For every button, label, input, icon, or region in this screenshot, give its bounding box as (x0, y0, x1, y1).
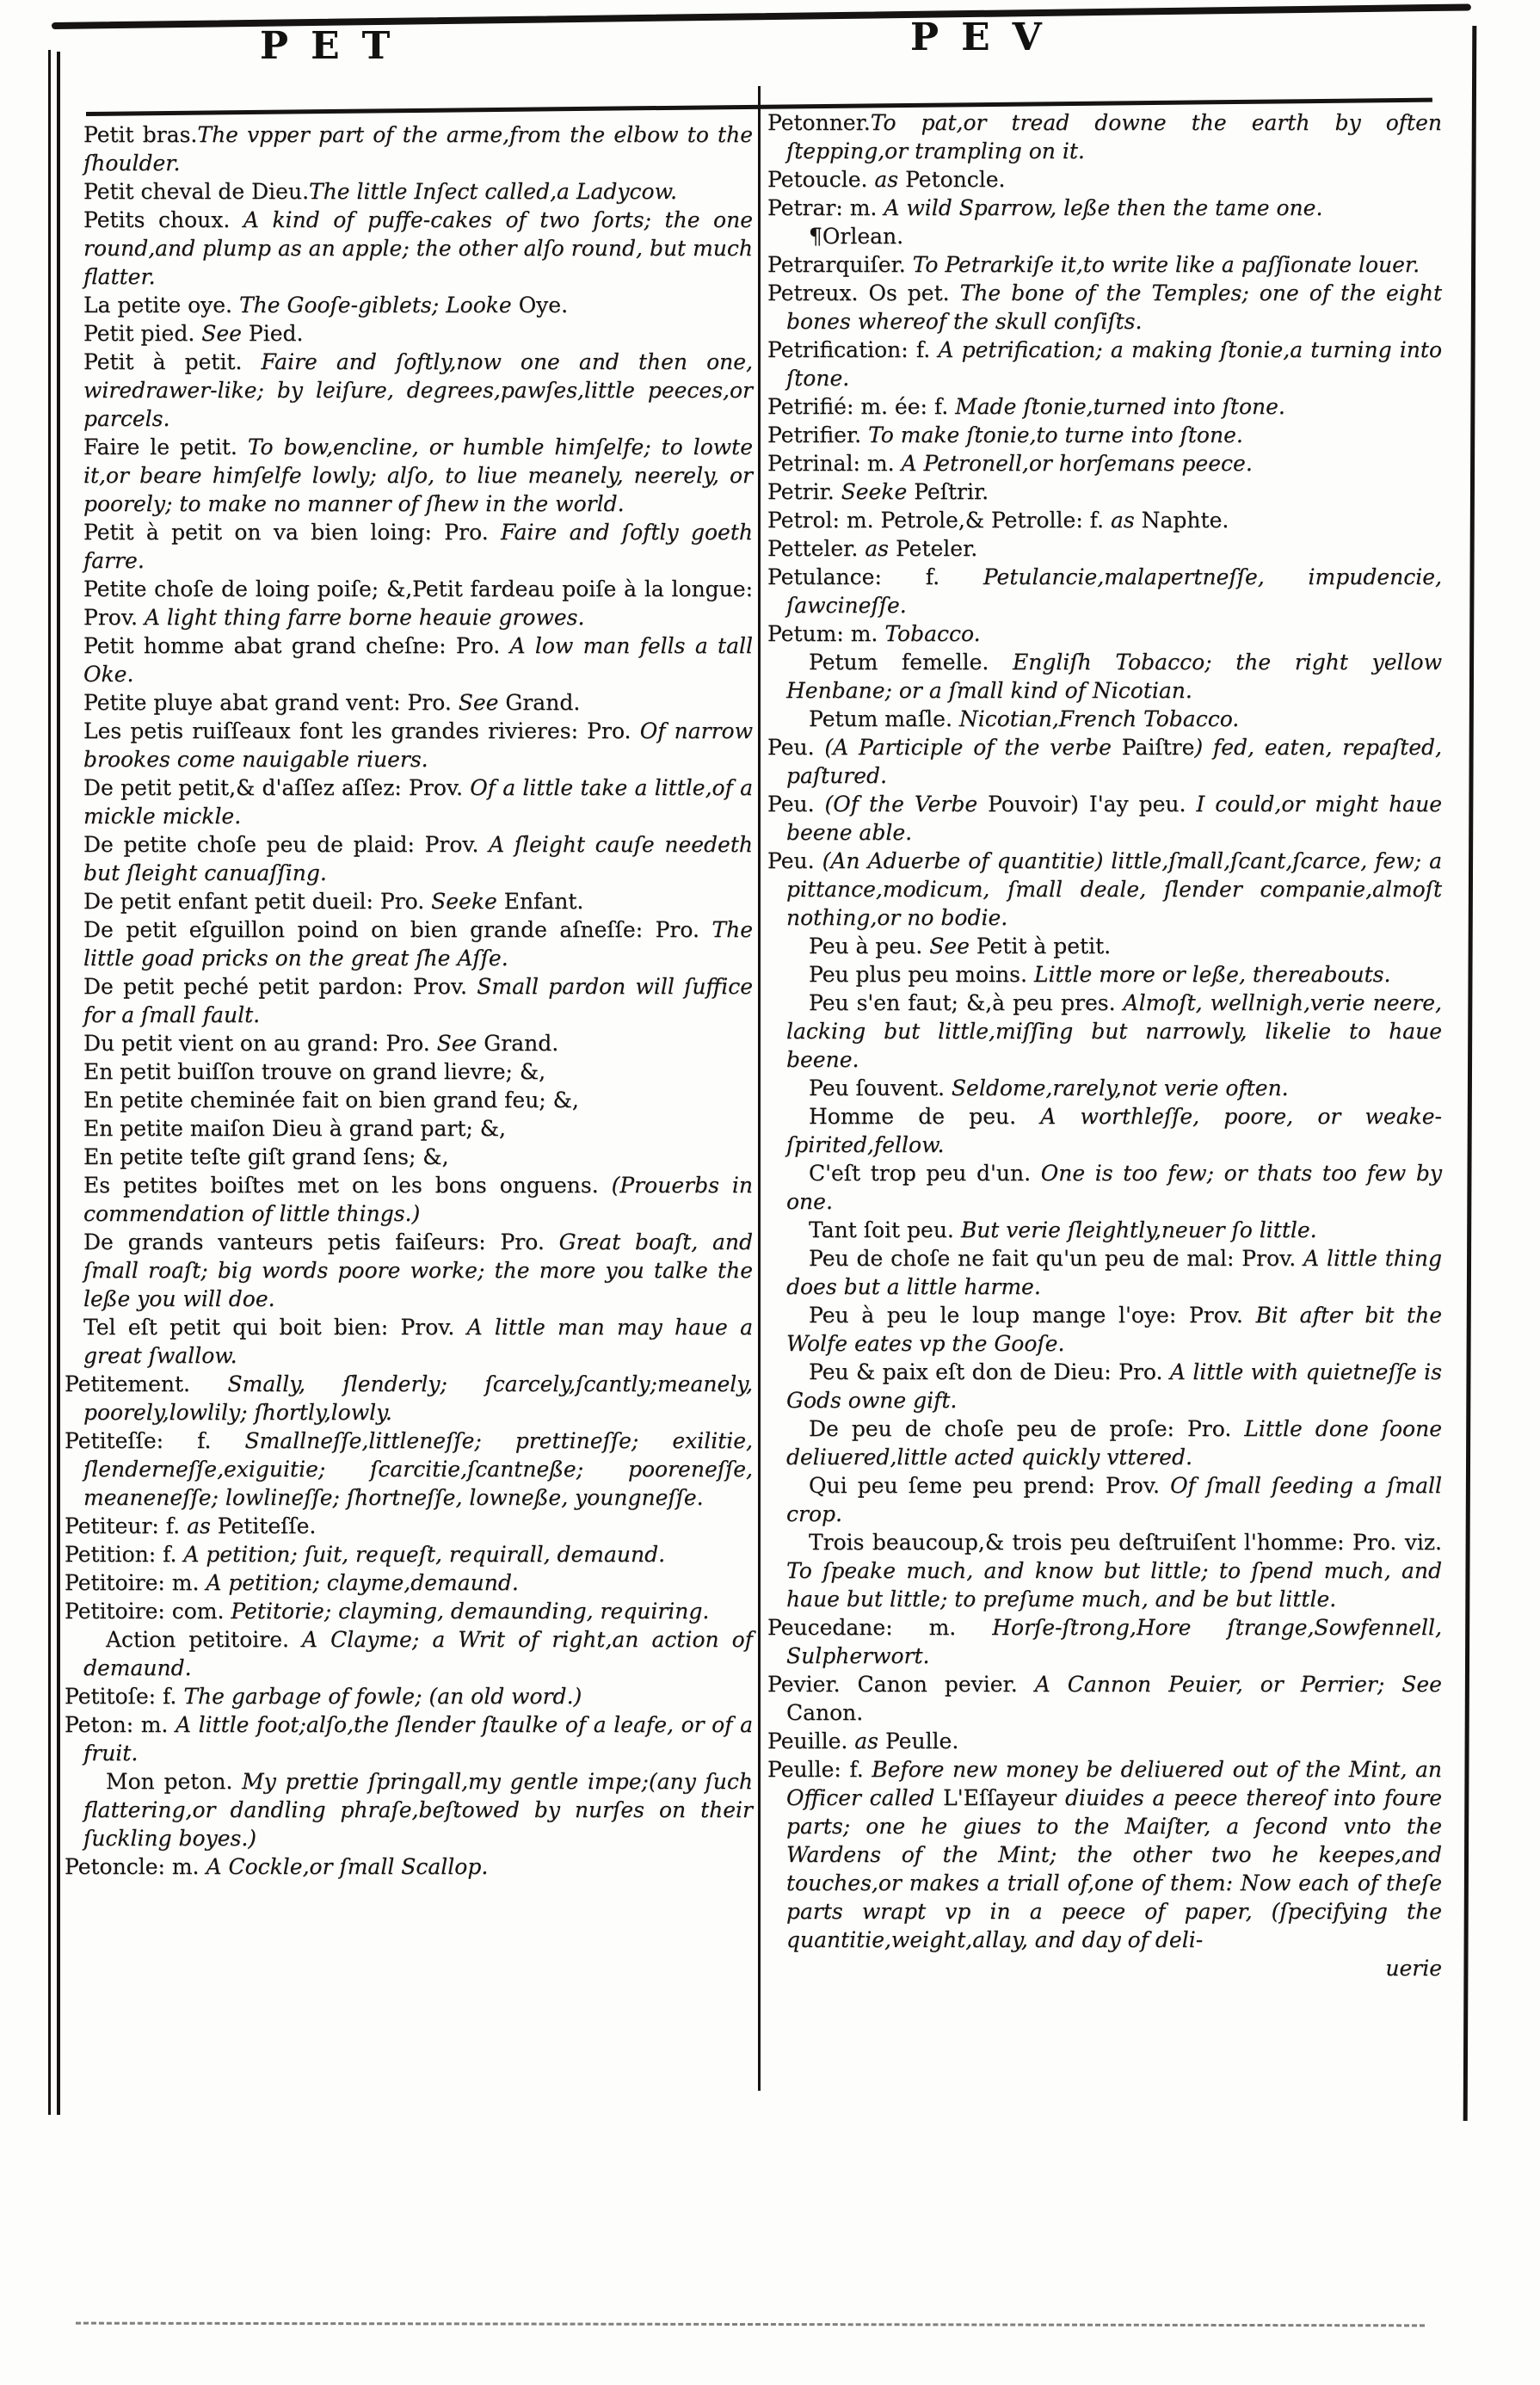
entry-definition: The Gooſe-giblets; Looke (238, 293, 519, 317)
entry-definition: To pat,or tread downe the earth by often ſtepping,or trampling on it. (786, 110, 1442, 163)
dictionary-entry (786, 1159, 1442, 1216)
entry-definition: A petition; ſuit, requeſt, requirall, demaund. (183, 1542, 666, 1567)
entry-headword: Tel eſt petit qui boit bien: Prov. (83, 1315, 467, 1340)
entry-headword: Petits choux. (83, 207, 243, 232)
entry-definition: A petrification; a making ſtonie,a turning into ſtone. (786, 337, 1443, 391)
dictionary-entry (65, 1512, 753, 1540)
dictionary-column-right (764, 108, 1442, 1982)
entry-definition: Faire and ſoftly goeth farre. (83, 520, 753, 573)
dictionary-entry (767, 563, 1442, 619)
entry-headword: Peu. (767, 792, 825, 817)
dictionary-entry (786, 1414, 1442, 1471)
entry-definition: Of a little take a little,of a mickle mickle. (83, 775, 753, 829)
dictionary-entry (786, 932, 1442, 960)
dictionary-entry (83, 1114, 753, 1143)
entry-definition: Petitorie; clayming, demaunding, requiring. (231, 1599, 710, 1624)
dictionary-entry (83, 177, 753, 206)
entry-definition: Smally, ſlenderly; ſcarcely,ſcantly;meanely, poorely,lowlily; ſhortly,lowly. (83, 1371, 754, 1425)
entry-headword: Peu à peu. (809, 934, 930, 958)
page-border-left-outer (48, 50, 51, 2115)
entry-headword: Peulle: f. (767, 1757, 872, 1782)
dictionary-entry (767, 194, 1442, 222)
entry-headword: Peu. (767, 848, 822, 873)
entry-definition: A worthleſſe, poore, or weake-ſpirited,fellow. (786, 1104, 1443, 1157)
dictionary-entry (767, 790, 1442, 847)
dictionary-entry (83, 1057, 753, 1086)
entry-definition: Canon. (786, 1700, 864, 1725)
dictionary-entry (65, 1852, 753, 1881)
dictionary-entry (767, 1670, 1442, 1727)
entry-definition: To bow,encline, or humble himſelfe; to lowte it,or beare himſelfe lowly; alſo, to liue meanely, neerely, or poorely; to make no manner of ſhew in the world. (83, 434, 753, 516)
entry-definition: diuides a peece thereof into foure parts; one he giues to the Maiſter, a ſecond vnto the Wardens of the Mint; the other two he keepes,and touches,or makes a triall of,one of them: Now each of theſe parts wrapt vp in a peece of paper, (ſpecifying the quantitie,weight,allay, and day of deli- (786, 1785, 1442, 1952)
dictionary-entry (767, 108, 1442, 165)
dictionary-entry (65, 1682, 753, 1710)
dictionary-entry (65, 1370, 754, 1427)
entry-definition: A ſleight cauſe needeth but ſleight canuaſſing. (83, 832, 753, 885)
entry-headword: Faire le petit. (83, 434, 248, 459)
entry-definition: The little goad pricks on the great ſhe Aſſe. (83, 917, 753, 971)
entry-headword: Tant ſoit peu. (809, 1217, 961, 1242)
entry-headword: En petite cheminée fait on bien grand feu; &, (83, 1088, 579, 1112)
entry-headword: De petit eſguillon poind on bien grande aſneſſe: Pro. (83, 917, 712, 942)
entry-headword: Petreux. Os pet. (767, 280, 960, 305)
dictionary-entry (767, 1727, 1442, 1755)
entry-headword: Peu plus peu moins. (809, 962, 1034, 987)
dictionary-entry (65, 1568, 753, 1597)
entry-definition: Enfant. (503, 889, 584, 914)
entry-definition: ) fed, eaten, repaſted, paſtured. (786, 735, 1442, 788)
page-border-right (1463, 26, 1477, 2121)
dictionary-entry (767, 1755, 1442, 1954)
dictionary-entry (83, 1313, 753, 1370)
entry-headword: Peu ſouvent. (809, 1075, 952, 1100)
entry-definition: See (201, 321, 249, 346)
dictionary-entry (767, 421, 1442, 449)
entry-headword: Petulance: f. (767, 564, 983, 589)
entry-definition: Faire and ſoftly,now one and then one, wiredrawer-like; by leiſure, degrees,pawſes,little peeces,or parcels. (83, 349, 753, 431)
dictionary-entry (786, 705, 1442, 733)
entry-headword: Petit homme abat grand cheſne: Pro. (83, 633, 510, 658)
entry-definition: A kind of puffe-cakes of two ſorts; the one round,and plump as an apple; the other alſo round, but much flatter. (83, 207, 753, 289)
entry-definition: Great boaſt, and ſmall roaſt; big words poore worke; the more you talke the leße you will doe. (83, 1229, 754, 1311)
dictionary-entry (786, 1358, 1442, 1414)
entry-headword: Petrifié: m. ée: f. (767, 394, 956, 419)
entry-headword: De grands vanteurs petis faiſeurs: Pro. (83, 1229, 559, 1254)
dictionary-entry (83, 887, 753, 915)
running-head-right: PEV (910, 15, 1064, 59)
entry-headword: Petit bras. (83, 122, 198, 147)
entry-headword: Petrarquiſer. (767, 252, 913, 277)
dictionary-entry (83, 1143, 753, 1171)
dictionary-entry (83, 120, 753, 177)
entry-definition: Engliſh Tobacco; the right yellow Henbane; or a ſmall kind of Nicotian. (786, 650, 1442, 703)
entry-definition: Of narrow brookes come nauigable riuers. (83, 718, 753, 772)
entry-definition: To ſpeake much, and know but little; to ſpend much, and haue but little; to preſume much, and be but little. (786, 1558, 1442, 1612)
dictionary-entry (786, 1528, 1442, 1613)
dictionary-entry (83, 830, 753, 887)
entry-definition: A little with quietneſſe is Gods owne gift. (786, 1359, 1442, 1413)
entry-definition: See (436, 1031, 484, 1056)
entry-definition: A Cockle,or ſmall Scallop. (206, 1854, 489, 1879)
entry-headword: Petum: m. (767, 621, 885, 646)
entry-headword: Petitement. (65, 1371, 228, 1396)
dictionary-entry (786, 648, 1442, 705)
entry-headword: En petite teſte giſt grand ſens; &, (83, 1144, 449, 1169)
entry-headword: De petite choſe peu de plaid: Prov. (83, 832, 490, 857)
entry-headword: Petteler. (767, 536, 865, 561)
entry-headword: Peton: m. (65, 1712, 176, 1737)
entry-definition: Oye. (518, 293, 569, 317)
entry-definition: Petoncle. (905, 167, 1006, 192)
entry-definition: See (929, 934, 976, 958)
entry-definition: A little man may haue a great ſwallow. (83, 1315, 753, 1368)
dictionary-entry (767, 1613, 1442, 1670)
entry-headword: Trois beaucoup,& trois peu deſtruiſent l'homme: Pro. viz. (809, 1530, 1442, 1555)
entry-definition: Pouvoir) I'ay peu. (988, 792, 1197, 817)
entry-definition: Peulle. (884, 1729, 959, 1753)
entry-definition: Peſtrir. (914, 479, 989, 504)
entry-definition: Paiſtre (1121, 735, 1195, 760)
dictionary-entry (83, 1171, 753, 1228)
entry-definition: The garbage of fowle; (an old word.) (183, 1684, 582, 1709)
entry-headword: Es petites boiſtes met on les bons onguens. (83, 1173, 612, 1198)
entry-definition: A Cannon Peuier, or Perrier; See (1034, 1672, 1442, 1697)
dictionary-entry (767, 619, 1442, 648)
dictionary-entry (786, 1471, 1442, 1528)
dictionary-entry (83, 1228, 753, 1313)
dictionary-entry (83, 348, 753, 433)
entry-definition: A low man fells a tall Oke. (83, 633, 753, 687)
dictionary-entry (786, 989, 1442, 1074)
entry-headword: Les petis ruiſſeaux font les grandes rivieres: Pro. (83, 718, 640, 743)
entry-headword: Petite pluye abat grand vent: Pro. (83, 690, 459, 715)
entry-definition: The bone of the Temples; one of the eight bones whereof the skull conſiſts. (786, 280, 1442, 334)
entry-definition: Grand. (505, 690, 581, 715)
dictionary-entry (65, 1597, 753, 1625)
dictionary-entry (83, 688, 753, 717)
entry-definition: (A Participle of the verbe (824, 735, 1122, 760)
dictionary-entry (83, 717, 753, 773)
dictionary-entry (65, 1427, 753, 1512)
entry-definition: To make ſtonie,to turne into ſtone. (868, 422, 1243, 447)
dictionary-entry (83, 575, 753, 632)
dictionary-entry (83, 319, 753, 348)
entry-headword: Petrifier. (767, 422, 869, 447)
dictionary-entry (786, 1216, 1442, 1244)
entry-headword: Pevier. Canon pevier. (767, 1672, 1035, 1697)
entry-definition: I could,or might haue beene able. (786, 792, 1442, 845)
entry-headword: Petoucle. (767, 167, 875, 192)
dictionary-entry (83, 632, 753, 688)
entry-headword: ¶Orlean. (809, 224, 904, 249)
entry-headword: Petit pied. (83, 321, 202, 346)
entry-definition: Nicotian,French Tobacco. (958, 706, 1240, 731)
entry-headword: Peu à peu le loup mange l'oye: Prov. (809, 1303, 1256, 1328)
entry-headword: La petite oye. (83, 293, 239, 317)
entry-headword: Petit cheval de Dieu. (83, 179, 310, 204)
dictionary-entry (786, 1102, 1442, 1159)
dictionary-entry (786, 222, 1442, 250)
entry-definition: Tobacco. (884, 621, 981, 646)
entry-headword: En petite maiſon Dieu à grand part; &, (83, 1116, 507, 1141)
column-divider (758, 86, 761, 2091)
dictionary-entry (83, 1767, 753, 1852)
dictionary-column-left (65, 120, 753, 1881)
entry-headword: Peucedane: m. (767, 1615, 993, 1640)
dictionary-entry (83, 433, 753, 518)
entry-headword: En petit buiſſon trouve on grand lievre; &, (83, 1059, 546, 1084)
entry-definition: Before new money be deliuered out of the Mint, an Officer called (786, 1757, 1442, 1810)
entry-definition: A little thing does but a little harme. (786, 1246, 1442, 1299)
entry-headword: Petrification: f. (767, 337, 939, 362)
dictionary-entry (767, 250, 1442, 279)
entry-definition: Made ſtonie,turned into ſtone. (955, 394, 1285, 419)
catchword: uerie (1385, 1956, 1442, 1981)
entry-headword: De petit petit,& d'aſſez aſſez: Prov. (83, 775, 471, 800)
dictionary-entry (83, 972, 753, 1029)
entry-headword: Qui peu ſeme peu prend: Prov. (809, 1473, 1171, 1498)
dictionary-entry (767, 392, 1442, 421)
entry-headword: Du petit vient on au grand: Pro. (83, 1031, 437, 1056)
entry-headword: Petitoire: m. (65, 1570, 206, 1595)
entry-definition: Small pardon will ſuffice for a ſmall fault. (83, 974, 753, 1027)
entry-definition: A Petronell,or horſemans peece. (901, 451, 1253, 476)
dictionary-entry (767, 165, 1442, 194)
entry-definition: A petition; clayme,demaund. (206, 1570, 519, 1595)
entry-definition: (Prouerbs in commendation of little things.) (83, 1173, 753, 1226)
entry-definition: But verie ſleightly,neuer ſo little. (960, 1217, 1317, 1242)
dictionary-entry (83, 291, 753, 319)
dictionary-entry (767, 478, 1442, 506)
entry-definition: as (874, 167, 906, 192)
entry-headword: Petitoire: com. (65, 1599, 231, 1624)
dictionary-entry (83, 1625, 753, 1682)
entry-headword: Petit à petit on va bien loing: Pro. (83, 520, 501, 545)
entry-definition: My prettie ſpringall,my gentle impe;(any ſuch flattering,or dandling phraſe,beſtowed by nurſes on their ſuckling boyes.) (83, 1769, 753, 1851)
entry-headword: Petiteur: f. (65, 1513, 188, 1538)
entry-headword: De peu de choſe peu de proſe: Pro. (809, 1416, 1245, 1441)
entry-definition: (An Aduerbe of quantitie) little,ſmall,ſcant,ſcarce, few; a pittance,modicum, ſmall deale, ſlender companie,almoſt nothing,or no bodie. (786, 848, 1442, 930)
dictionary-entry (83, 518, 753, 575)
entry-definition: Bit after bit the Wolfe eates vp the Gooſe. (786, 1303, 1442, 1356)
entry-definition: Little more or leße, thereabouts. (1033, 962, 1391, 987)
dictionary-entry (767, 733, 1442, 790)
entry-headword: Petrar: m. (767, 195, 884, 220)
entry-headword: Peu s'en faut; &,à peu pres. (809, 990, 1124, 1015)
entry-definition: Smallneſſe,littleneſſe; prettineſſe; exilitie, ſlenderneſſe,exiguitie; ſcarcitie,ſcantneße; pooreneſſe, meaneneſſe; lowlineſſe; ſhortneſſe, lowneße, youngneſſe. (83, 1428, 753, 1510)
entry-definition: Of ſmall ſeeding a ſmall crop. (786, 1473, 1442, 1526)
entry-definition: A wild Sparrow, leße then the tame one. (884, 195, 1323, 220)
entry-definition: Seldome,rarely,not verie often. (951, 1075, 1289, 1100)
entry-definition: as (865, 536, 896, 561)
dictionary-entry (65, 1710, 753, 1767)
entry-definition: A little foot;alſo,the ſlender ſtaulke of a leafe, or of a fruit. (83, 1712, 753, 1766)
entry-definition: as (854, 1729, 885, 1753)
dictionary-entry (767, 506, 1442, 534)
dictionary-entry (767, 336, 1443, 392)
entry-headword: De petit peché petit pardon: Prov. (83, 974, 477, 999)
entry-headword: Petoncle: m. (65, 1854, 206, 1879)
dictionary-entry (786, 960, 1442, 989)
entry-headword: Petiteſſe: f. (65, 1428, 245, 1453)
entry-headword: Petite choſe de loing poiſe; &,Petit fardeau poiſe à la longue: Prov. (83, 576, 753, 630)
entry-definition: as (187, 1513, 218, 1538)
entry-definition: A light thing farre borne heauie growes. (144, 605, 585, 630)
entry-definition: Petit à petit. (976, 934, 1112, 958)
entry-headword: Petrir. (767, 479, 841, 504)
page-bottom-edge-mark (76, 2322, 1425, 2327)
entry-headword: De petit enfant petit dueil: Pro. (83, 889, 432, 914)
dictionary-entry (83, 1029, 753, 1057)
entry-definition: The little Inſect called,a Ladycow. (309, 179, 677, 204)
dictionary-entry (786, 1244, 1442, 1301)
entry-headword: Petum femelle. (809, 650, 1013, 675)
dictionary-entry (767, 534, 1442, 563)
entry-definition: Grand. (484, 1031, 559, 1056)
entry-definition: Seeke (431, 889, 504, 914)
dictionary-entry (767, 847, 1442, 932)
dictionary-entry (83, 915, 753, 972)
entry-headword: Petrol: m. Petrole,& Petrolle: f. (767, 508, 1111, 533)
page-border-left-inner (57, 52, 60, 2115)
dictionary-entry (786, 1074, 1442, 1102)
entry-definition: Pied. (248, 321, 304, 346)
dictionary-entry (786, 1301, 1442, 1358)
entry-definition: L'Eſſayeur (943, 1785, 1065, 1810)
entry-definition: Petiteſſe. (217, 1513, 317, 1538)
entry-headword: Action petitoire. (106, 1627, 303, 1652)
dictionary-entry (83, 773, 753, 830)
entry-definition: To Petrarkiſe it,to write like a paſſionate louer. (912, 252, 1420, 277)
entry-headword: Petonner. (767, 110, 871, 135)
entry-definition: Almoſt, wellnigh,verie neere, lacking but little,miſſing but narrowly, likelie to haue beene. (786, 990, 1442, 1072)
entry-definition: Little done ſoone deliuered,little acted quickly vttered. (786, 1416, 1442, 1470)
entry-definition: The vpper part of the arme,from the elbow to the ſhoulder. (83, 122, 753, 176)
entry-definition: Naphte. (1141, 508, 1229, 533)
entry-definition: Petulancie,malapertneſſe, impudencie, ſawcineſſe. (786, 564, 1442, 618)
entry-headword: Petitoſe: f. (65, 1684, 184, 1709)
entry-headword: Peuille. (767, 1729, 855, 1753)
entry-definition: Peteler. (895, 536, 978, 561)
entry-headword: Petit à petit. (83, 349, 262, 374)
entry-headword: Peu de choſe ne fait qu'un peu de mal: Prov. (809, 1246, 1304, 1271)
entry-headword: Mon peton. (106, 1769, 243, 1794)
entry-headword: C'eſt trop peu d'un. (809, 1161, 1041, 1186)
dictionary-entry (767, 449, 1442, 478)
entry-definition: A Clayme; a Writ of right,an action of demaund. (83, 1627, 753, 1680)
running-head-left: PET (260, 24, 413, 68)
dictionary-entry (83, 1086, 753, 1114)
entry-definition: One is too few; or thats too few by one. (786, 1161, 1442, 1214)
entry-headword: Peu & paix eſt don de Dieu: Pro. (809, 1359, 1170, 1384)
entry-headword: Homme de peu. (809, 1104, 1041, 1129)
dictionary-entry (83, 206, 753, 291)
entry-definition: See (458, 690, 506, 715)
entry-headword: Petum maſle. (809, 706, 959, 731)
entry-definition: (Of the Verbe (824, 792, 989, 817)
entry-definition: Horſe-ſtrong,Hore ſtrange,Sowfennell, Sulpherwort. (786, 1615, 1442, 1668)
entry-definition: as (1110, 508, 1142, 533)
entry-definition: Seeke (841, 479, 915, 504)
dictionary-entry (65, 1540, 753, 1568)
entry-headword: Peu. (767, 735, 825, 760)
entry-headword: Petrinal: m. (767, 451, 902, 476)
dictionary-entry (767, 279, 1442, 336)
entry-headword: Petition: f. (65, 1542, 184, 1567)
